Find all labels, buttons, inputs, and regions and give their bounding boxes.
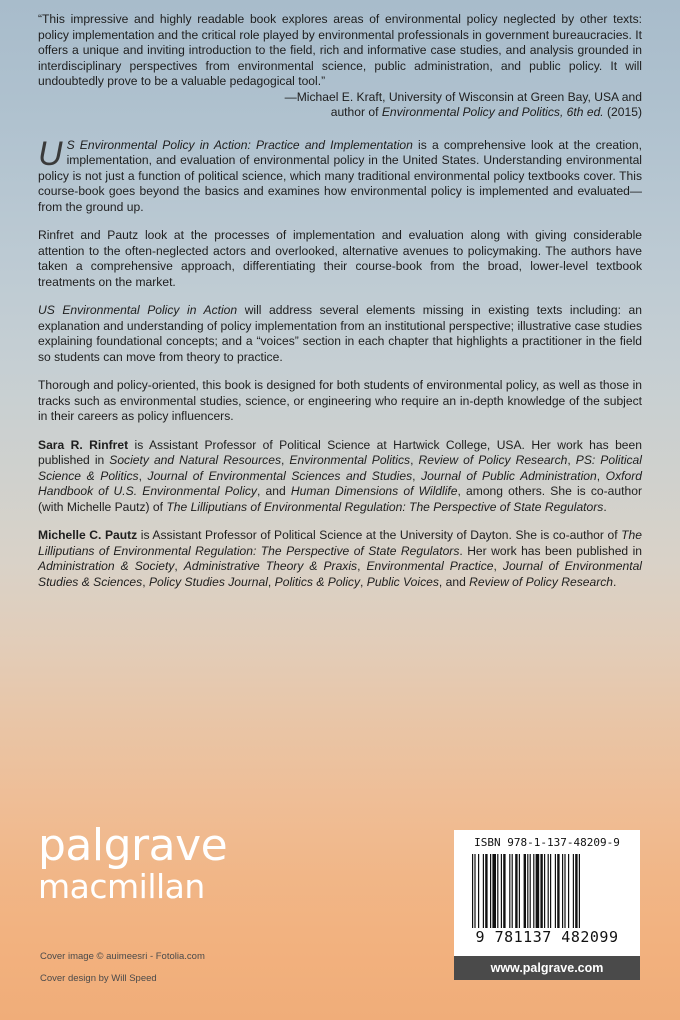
description-paragraph-4: Thorough and policy-oriented, this book is designed for both students of environmental policy, as well as those in tracks such as environmental studies, science, or engineering who require an in-depth knowledge of the subject in their careers as policy influencers. (38, 378, 642, 423)
description-paragraph-2: Rinfret and Pautz look at the processes of implementation and evaluation along with giving considerable attention to the often-neglected actors and overlooked, alternative avenues to policymaking. The authors have taken a comprehensive approach, differentiating their course-book from the broad, lower-level textbook treatments on the market. (38, 228, 642, 289)
barcode-stripe (474, 854, 475, 928)
barcode-bars (472, 854, 622, 928)
barcode-stripe (478, 854, 479, 928)
cover-design-credit: Cover design by Will Speed (40, 973, 157, 984)
barcode-stripe (524, 854, 526, 928)
logo-macmillan: macmillan (38, 867, 205, 906)
website-url[interactable]: www.palgrave.com (454, 956, 640, 980)
barcode-stripe (562, 854, 563, 928)
barcode-stripe (497, 854, 498, 928)
barcode-stripe (512, 854, 513, 928)
quote-text: “This impressive and highly readable book explores areas of environmental policy neglected by other texts: policy implementation and the critical role played by environmental professionals in government bureaucracies. It offers a unique and inviting introduction to the field, rich and informative case studies, and analysis grounded in interdisciplinary perspectives from environmental science, public administration, and public policy. It will undoubtedly prove to be a valuable pedagogical tool.” (38, 12, 642, 88)
barcode-stripe (472, 854, 473, 928)
barcode-stripe (519, 854, 520, 928)
barcode-stripe (564, 854, 565, 928)
barcode-stripe (536, 854, 540, 928)
attribution-line-2: author of Environmental Policy and Politics, 6th ed. (2015) (330, 105, 642, 119)
attribution-line-1: —Michael E. Kraft, University of Wisconsin at Green Bay, USA and (284, 89, 642, 104)
barcode-stripe (557, 854, 559, 928)
publisher-logo (38, 822, 227, 906)
back-cover-text (38, 12, 642, 603)
barcode-stripe (492, 854, 496, 928)
cover-credits (40, 946, 205, 990)
isbn-barcode (454, 830, 640, 956)
author-bio-pautz: Michelle C. Pautz is Assistant Professor of Political Science at the University of Dayton. She is co-author of The Lilliputians of Environmental Regulation: The Perspective of State Regulators. Her work has been published in Administration & Society, Administrative Theory & Praxis, Environmental Practice, Journal of Environmental Studies & Sciences, Policy Studies Journal, Politics & Policy, Public Voices, and Review of Policy Research. (38, 528, 643, 589)
barcode-stripe (579, 854, 580, 928)
barcode-stripe (509, 854, 510, 928)
logo-palgrave: palgrave (38, 820, 228, 871)
barcode-digits: 9 781137 482099 (475, 928, 619, 946)
barcode-stripe (490, 854, 491, 928)
barcode-stripe (515, 854, 517, 928)
barcode-stripe (503, 854, 505, 928)
barcode-stripe (555, 854, 556, 928)
barcode-stripe (575, 854, 577, 928)
barcode-stripe (501, 854, 502, 928)
book-title: S Environmental Policy in Action: Practice and Implementation (66, 137, 413, 152)
barcode-stripe (550, 854, 551, 928)
barcode-stripe (568, 854, 569, 928)
description-paragraph-3: US Environmental Policy in Action will address several elements missing in existing texts including: an explanation and understanding of policy implementation from an institutional perspective; illustrative case studies explaining foundational concepts; and a “voices” section in each chapter that highlights a practitioner in the field so students can move from theory to practice. (38, 303, 642, 364)
barcode-stripe (483, 854, 484, 928)
barcode-stripe (527, 854, 528, 928)
author-name: Michelle C. Pautz (38, 528, 138, 542)
barcode-stripe (533, 854, 534, 928)
barcode-stripe (530, 854, 531, 928)
cover-image-credit: Cover image © auimeesri - Fotolia.com (40, 951, 205, 962)
author-bio-rinfret: Sara R. Rinfret is Assistant Professor of Political Science at Hartwick College, USA. Her work has been published in Society and Natural Resources, Environmental Politics, Review of Policy Research, PS: Political Science & Politics, Journal of Environmental Sciences and Studies, Journal of Public Administration, Oxford Handbook of U.S. Environmental Policy, and Human Dimensions of Wildlife, among others. She is co-author (with Michelle Pautz) of The Lilliputians of Environmental Regulation: The Perspective of State Regulators. (38, 437, 642, 514)
barcode-stripe (548, 854, 549, 928)
description-paragraph-1: U S Environmental Policy in Action: Practice and Implementation is a comprehensive look at the creation, implementation, and evaluation of environmental policy in the United States. Understanding environmental policy is not just a function of political science, which many traditional environmental policy textbooks cover. This course-book goes beyond the basics and examines how environmental policy is implemented and evaluated—from the ground up. (38, 134, 642, 214)
barcode-stripe (485, 854, 487, 928)
endorsement-quote (38, 12, 642, 90)
barcode-stripe (544, 854, 545, 928)
barcode-stripe (573, 854, 574, 928)
author-name: Sara R. Rinfret (38, 437, 129, 452)
barcode-stripe (540, 854, 542, 928)
isbn-label: ISBN 978-1-137-48209-9 (474, 836, 620, 849)
drop-cap: U (38, 134, 63, 173)
quote-attribution (38, 90, 642, 121)
